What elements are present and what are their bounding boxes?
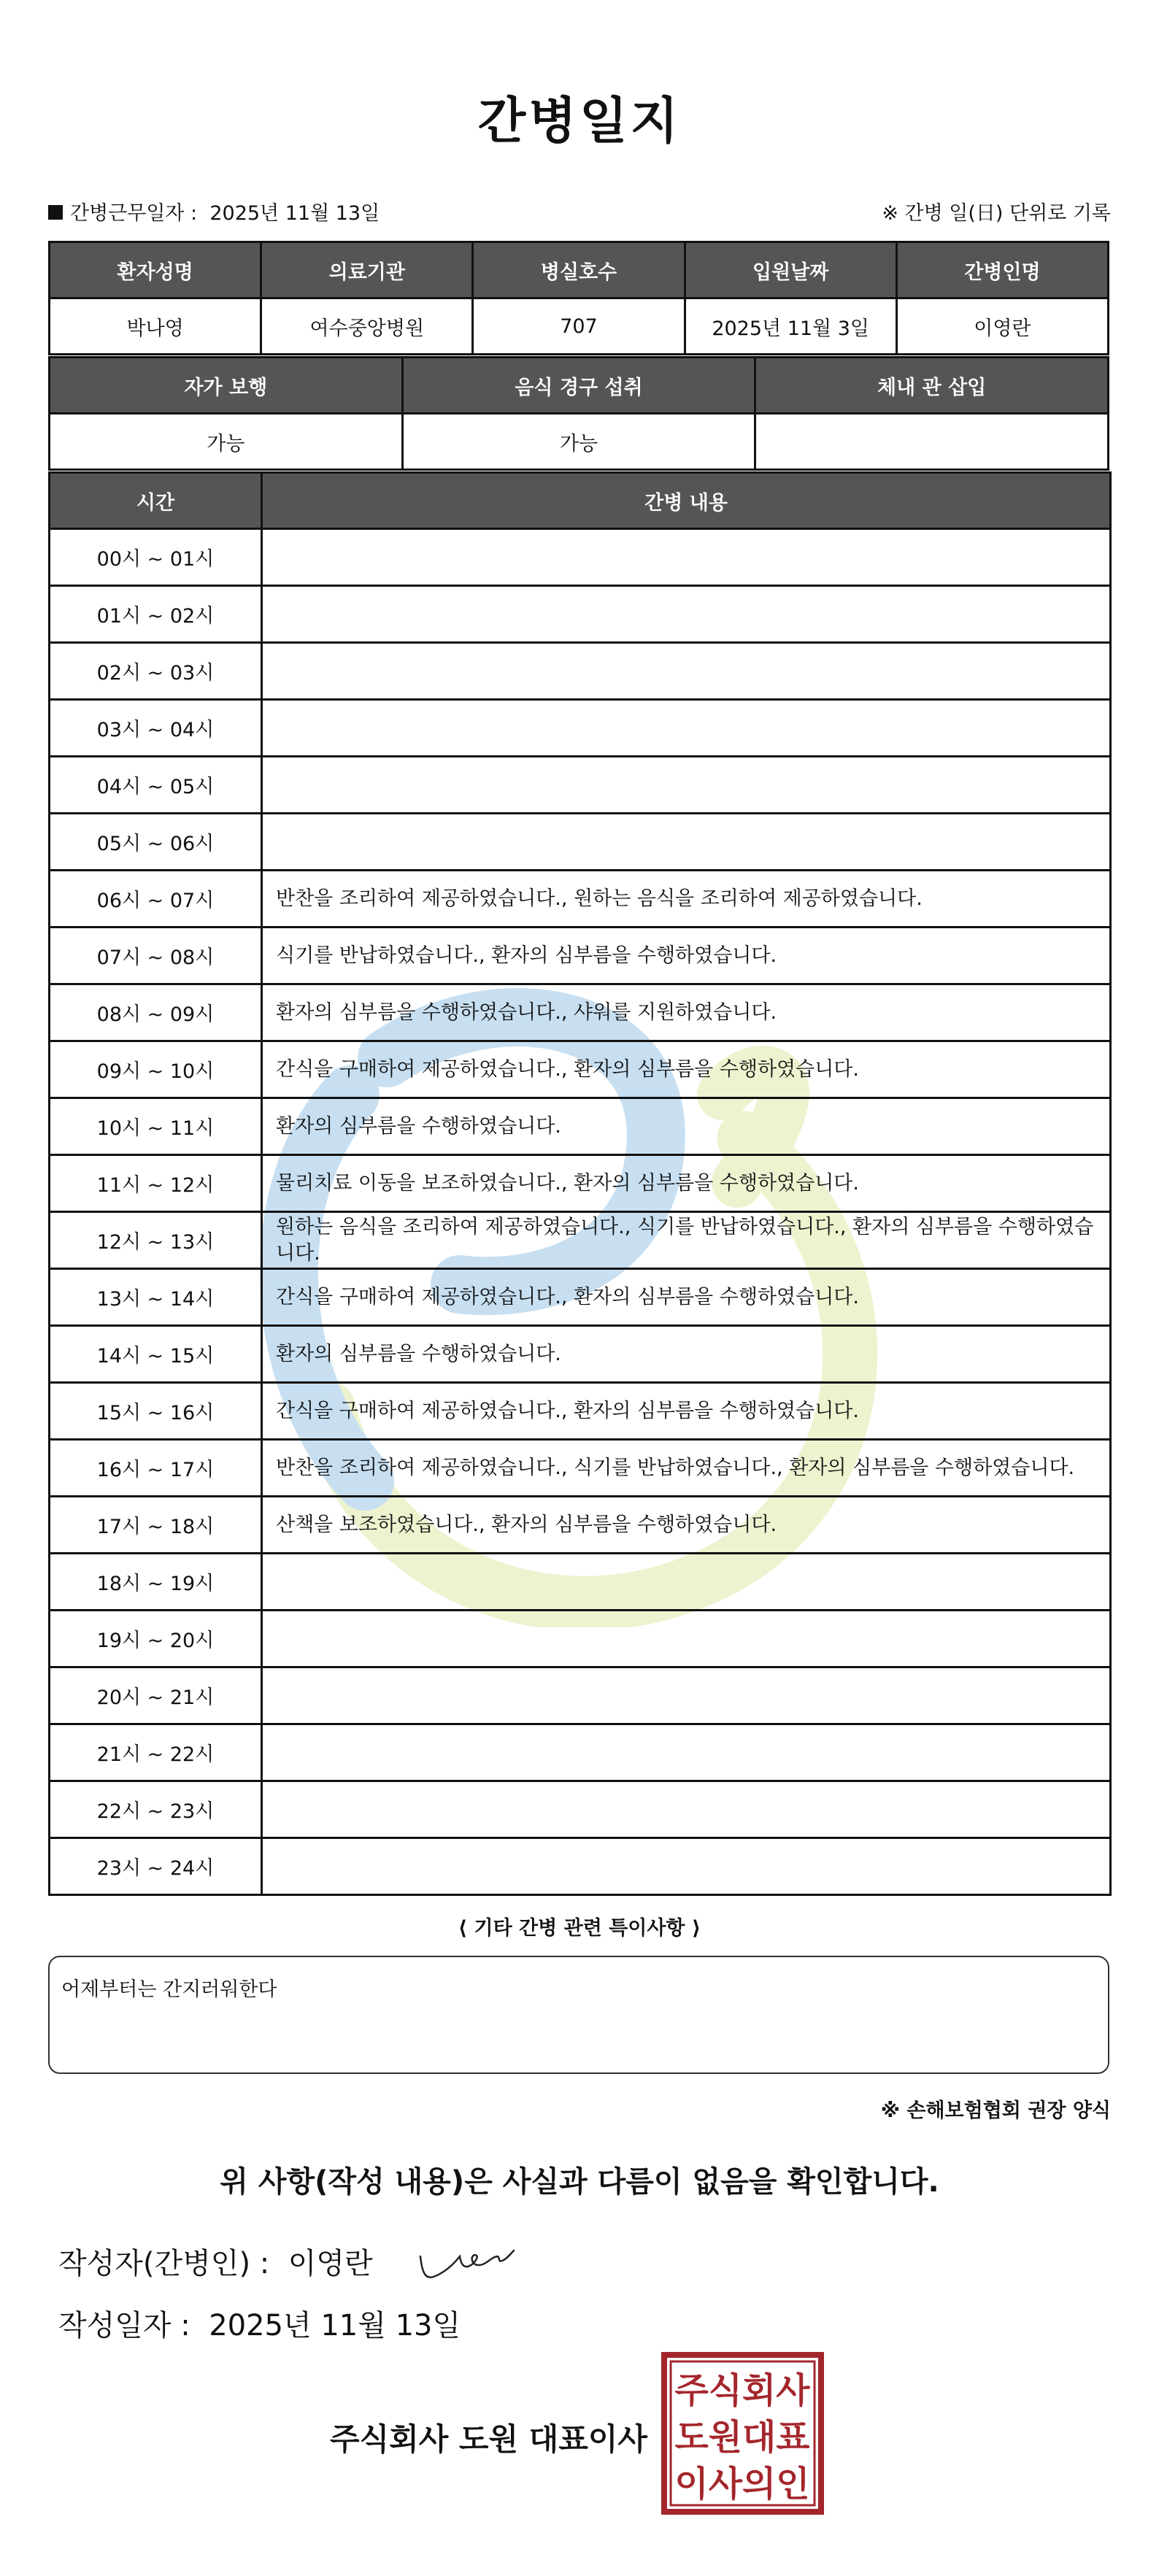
log-content-cell: 환자의 심부름을 수행하였습니다. [262,1098,1111,1155]
special-notes-title: ⟨ 기타 간병 관련 특이사항 ⟩ [458,1917,701,1940]
page-title: 간병일지 [477,93,682,150]
log-time-cell: 13시 ~ 14시 [50,1269,262,1326]
hourly-care-log-table [48,471,1112,1896]
log-content-cell [262,1667,1111,1724]
log-content-cell [262,1554,1111,1611]
patient-info-table [48,241,1109,355]
special-notes-box: 어제부터는 간지러워한다 [48,1956,1109,2074]
company-seal-stamp [661,2351,825,2515]
log-row [50,529,1111,586]
log-time-cell: 20시 ~ 21시 [50,1667,262,1724]
log-content-cell: 간식을 구매하여 제공하였습니다., 환자의 심부름을 수행하였습니다. [262,1269,1111,1326]
log-time-cell: 03시 ~ 04시 [50,700,262,757]
log-content-cell [262,586,1111,643]
log-time-cell: 14시 ~ 15시 [50,1326,262,1383]
recommended-form-note: ※ 손해보험협회 권장 양식 [880,2099,1111,2122]
log-content-cell [262,1838,1111,1895]
square-bullet-icon [48,205,63,220]
header-oral-intake: 음식 경구 섭취 [402,358,755,414]
log-row [50,1041,1111,1098]
room-number: 707 [473,298,685,355]
log-content-cell: 원하는 음식을 조리하여 제공하였습니다., 식기를 반납하였습니다., 환자의 심부름을 수행하였습니다. [262,1212,1111,1269]
log-time-cell: 23시 ~ 24시 [50,1838,262,1895]
header-time: 시간 [50,473,262,529]
log-time-cell: 17시 ~ 18시 [50,1497,262,1554]
written-date-label: 작성일자 : [58,2309,190,2342]
log-content-cell [262,529,1111,586]
written-date-line [58,2302,461,2344]
log-row [50,643,1111,700]
self-walking-value: 가능 [50,414,403,470]
work-date-value: 2025년 11월 13일 [209,202,380,225]
seal-text-line: 도원대표 [674,2417,811,2458]
log-row [50,586,1111,643]
author-name: 이영란 [288,2247,373,2280]
header-care-content: 간병 내용 [262,473,1111,529]
log-time-cell: 22시 ~ 23시 [50,1781,262,1838]
patient-info-header-row [50,242,1109,298]
log-row [50,984,1111,1041]
log-time-cell: 01시 ~ 02시 [50,586,262,643]
tube-insertion-value [755,414,1109,470]
log-content-cell [262,643,1111,700]
header-self-walking: 자가 보행 [50,358,403,414]
log-row [50,1781,1111,1838]
author-line [58,2240,373,2282]
author-label: 작성자(간병인) : [58,2247,270,2280]
log-content-cell [262,814,1111,871]
log-content-cell: 식기를 반납하였습니다., 환자의 심부름을 수행하였습니다. [262,928,1111,984]
log-content-cell: 산책을 보조하였습니다., 환자의 심부름을 수행하였습니다. [262,1497,1111,1554]
log-content-cell: 반찬을 조리하여 제공하였습니다., 원하는 음식을 조리하여 제공하였습니다. [262,871,1111,928]
log-content-cell: 간식을 구매하여 제공하였습니다., 환자의 심부름을 수행하였습니다. [262,1383,1111,1440]
patient-status-table [48,356,1109,471]
log-row [50,928,1111,984]
log-time-cell: 06시 ~ 07시 [50,871,262,928]
log-content-cell [262,757,1111,814]
log-row [50,1383,1111,1440]
header-admission-date: 입원날짜 [685,242,896,298]
log-row [50,871,1111,928]
log-row [50,1667,1111,1724]
log-time-cell: 05시 ~ 06시 [50,814,262,871]
log-rows [50,529,1111,1895]
log-time-cell: 21시 ~ 22시 [50,1724,262,1781]
log-row [50,1155,1111,1212]
log-header-row [50,473,1111,529]
seal-text-line: 이사의인 [674,2464,810,2504]
log-row [50,1098,1111,1155]
log-row [50,700,1111,757]
log-time-cell: 12시 ~ 13시 [50,1212,262,1269]
patient-name: 박나영 [50,298,261,355]
log-row [50,1326,1111,1383]
handwritten-signature [416,2234,518,2286]
log-row [50,1269,1111,1326]
oral-intake-value: 가능 [402,414,755,470]
hospital-name: 여수중앙병원 [261,298,473,355]
work-date-line [48,197,380,225]
log-row [50,814,1111,871]
log-content-cell [262,700,1111,757]
log-content-cell: 물리치료 이동을 보조하였습니다., 환자의 심부름을 수행하였습니다. [262,1155,1111,1212]
log-row [50,1212,1111,1269]
log-row [50,1554,1111,1611]
patient-status-header-row [50,358,1109,414]
log-time-cell: 15시 ~ 16시 [50,1383,262,1440]
seal-text-line: 주식회사 [674,2370,811,2411]
daily-record-note: ※ 간병 일(日) 단위로 기록 [882,202,1111,225]
log-row [50,1724,1111,1781]
work-date-label: 간병근무일자 : [70,202,198,225]
log-time-cell: 04시 ~ 05시 [50,757,262,814]
header-caregiver-name: 간병인명 [896,242,1108,298]
log-content-cell [262,1611,1111,1667]
log-time-cell: 00시 ~ 01시 [50,529,262,586]
log-content-cell: 반찬을 조리하여 제공하였습니다., 식기를 반납하였습니다., 환자의 심부름을 수행하였습니다. [262,1440,1111,1497]
log-row [50,1838,1111,1895]
company-representative: 주식회사 도원 대표이사 [330,2421,647,2457]
caregiver-name: 이영란 [896,298,1108,355]
log-row [50,1497,1111,1554]
log-time-cell: 11시 ~ 12시 [50,1155,262,1212]
log-time-cell: 10시 ~ 11시 [50,1098,262,1155]
log-time-cell: 07시 ~ 08시 [50,928,262,984]
written-date-value: 2025년 11월 13일 [209,2309,461,2342]
log-time-cell: 16시 ~ 17시 [50,1440,262,1497]
patient-info-value-row [50,298,1109,355]
log-row [50,1440,1111,1497]
header-patient-name: 환자성명 [50,242,261,298]
log-content-cell [262,1724,1111,1781]
confirmation-statement: 위 사항(작성 내용)은 사실과 다름이 없음을 확인합니다. [220,2165,939,2199]
log-time-cell: 19시 ~ 20시 [50,1611,262,1667]
header-hospital: 의료기관 [261,242,473,298]
log-time-cell: 18시 ~ 19시 [50,1554,262,1611]
log-time-cell: 08시 ~ 09시 [50,984,262,1041]
log-content-cell: 환자의 심부름을 수행하였습니다. [262,1326,1111,1383]
log-content-cell: 환자의 심부름을 수행하였습니다., 샤워를 지원하였습니다. [262,984,1111,1041]
log-content-cell [262,1781,1111,1838]
log-row [50,1611,1111,1667]
log-row [50,757,1111,814]
header-tube-insertion: 체내 관 삽입 [755,358,1109,414]
header-room-number: 병실호수 [473,242,685,298]
admission-date: 2025년 11월 3일 [685,298,896,355]
log-time-cell: 02시 ~ 03시 [50,643,262,700]
patient-status-value-row [50,414,1109,470]
log-time-cell: 09시 ~ 10시 [50,1041,262,1098]
log-content-cell: 간식을 구매하여 제공하였습니다., 환자의 심부름을 수행하였습니다. [262,1041,1111,1098]
